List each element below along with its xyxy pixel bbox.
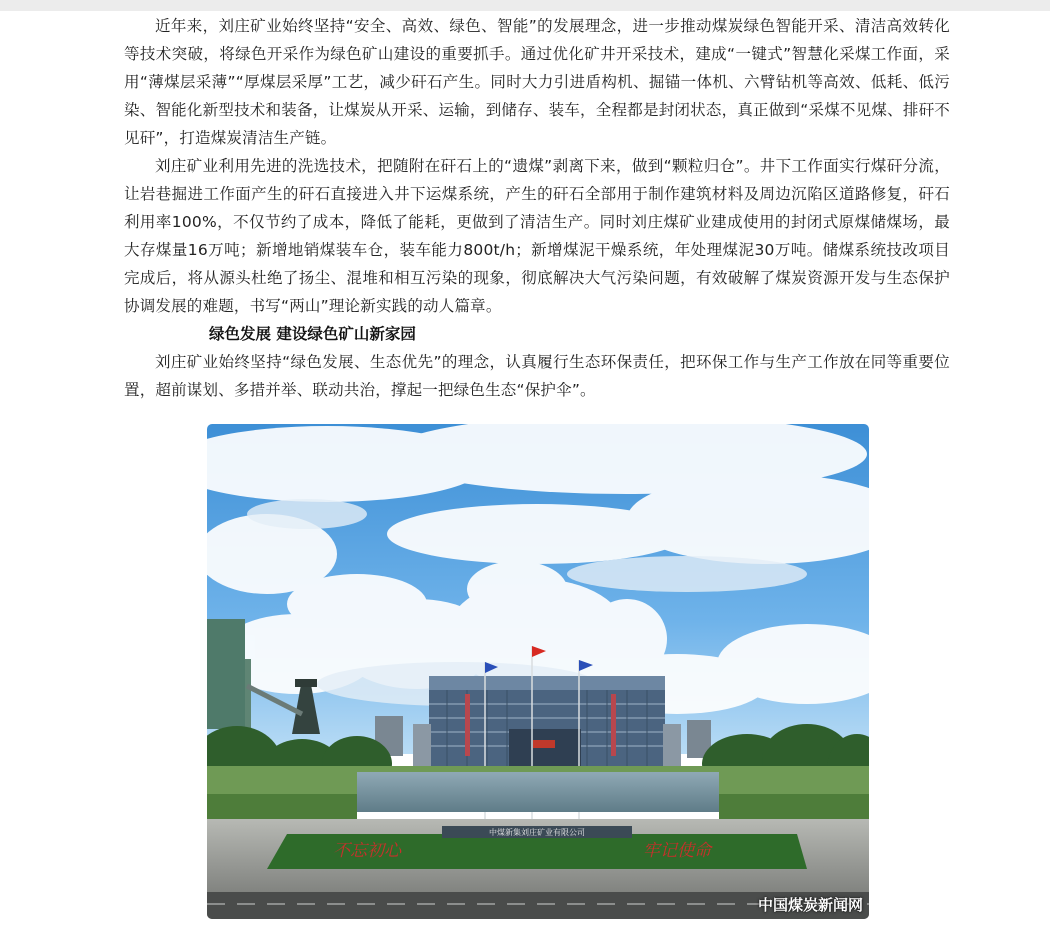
hedge-slogan-left: 不忘初心 [333,841,401,861]
hedge-slogan-right: 牢记使命 [643,841,711,861]
building-sign-text: 中煤新集刘庄矿业有限公司 [489,828,585,837]
paragraph-green-mining: 近年来，刘庄矿业始终坚持“安全、高效、绿色、智能”的发展理念，进一步推动煤炭绿色智能开采、清洁高效转化等技术突破，将绿色开采作为绿色矿山建设的重要抓手。通过优化矿井开采技术，建成“一键式”智慧化采煤工作面，采用“薄煤层采薄”“厚煤层采厚”工艺，减少矸石产生。同时大力引进盾构机、掘锚一体机、六臂钻机等高效、低耗、低污染、智能化新型技术和装备，让煤炭从开采、运输，到储存、装车，全程都是封闭状态，真正做到“采煤不见煤、排矸不见矸”，打造煤炭清洁生产链。 [124,17,950,147]
office-building [413,676,681,766]
paragraph-ecology: 刘庄矿业始终坚持“绿色发展、生态优先”的理念，认真履行生态环保责任，把环保工作与生产工作放在同等重要位置，超前谋划、多措并举、联动共治，撑起一把绿色生态“保护伞”。 [124,353,950,399]
reflecting-pool [357,772,719,812]
mine-headquarters-photo [207,424,869,919]
section-subheading: 绿色发展 建设绿色矿山新家园 [209,325,416,343]
watermark: 中国煤炭新闻网 [757,896,863,914]
paragraph-washing-technology: 刘庄矿业利用先进的洗选技术，把随附在矸石上的“遗煤”剥离下来，做到“颗粒归仓”。井下工作面实行煤矸分流，让岩巷掘进工作面产生的矸石直接进入井下运煤系统，产生的矸石全部用于制作建筑材料及周边沉陷区道路修复，矸石利用率100%，不仅节约了成本，降低了能耗，更做到了清洁生产。同时刘庄煤矿业建成使用的封闭式原煤储煤场，最大存煤量16万吨；新增地销煤装车仓，装车能力800t/h；新增煤泥干燥系统，年处理煤泥30万吨。储煤系统技改项目完成后，将从源头杜绝了扬尘、混堆和相互污染的现象，彻底解决大气污染问题，有效破解了煤炭资源开发与生态保护协调发展的难题，书写“两山”理论新实践的动人篇章。 [124,157,950,315]
article-body [124,12,950,404]
top-bar [0,0,1050,11]
